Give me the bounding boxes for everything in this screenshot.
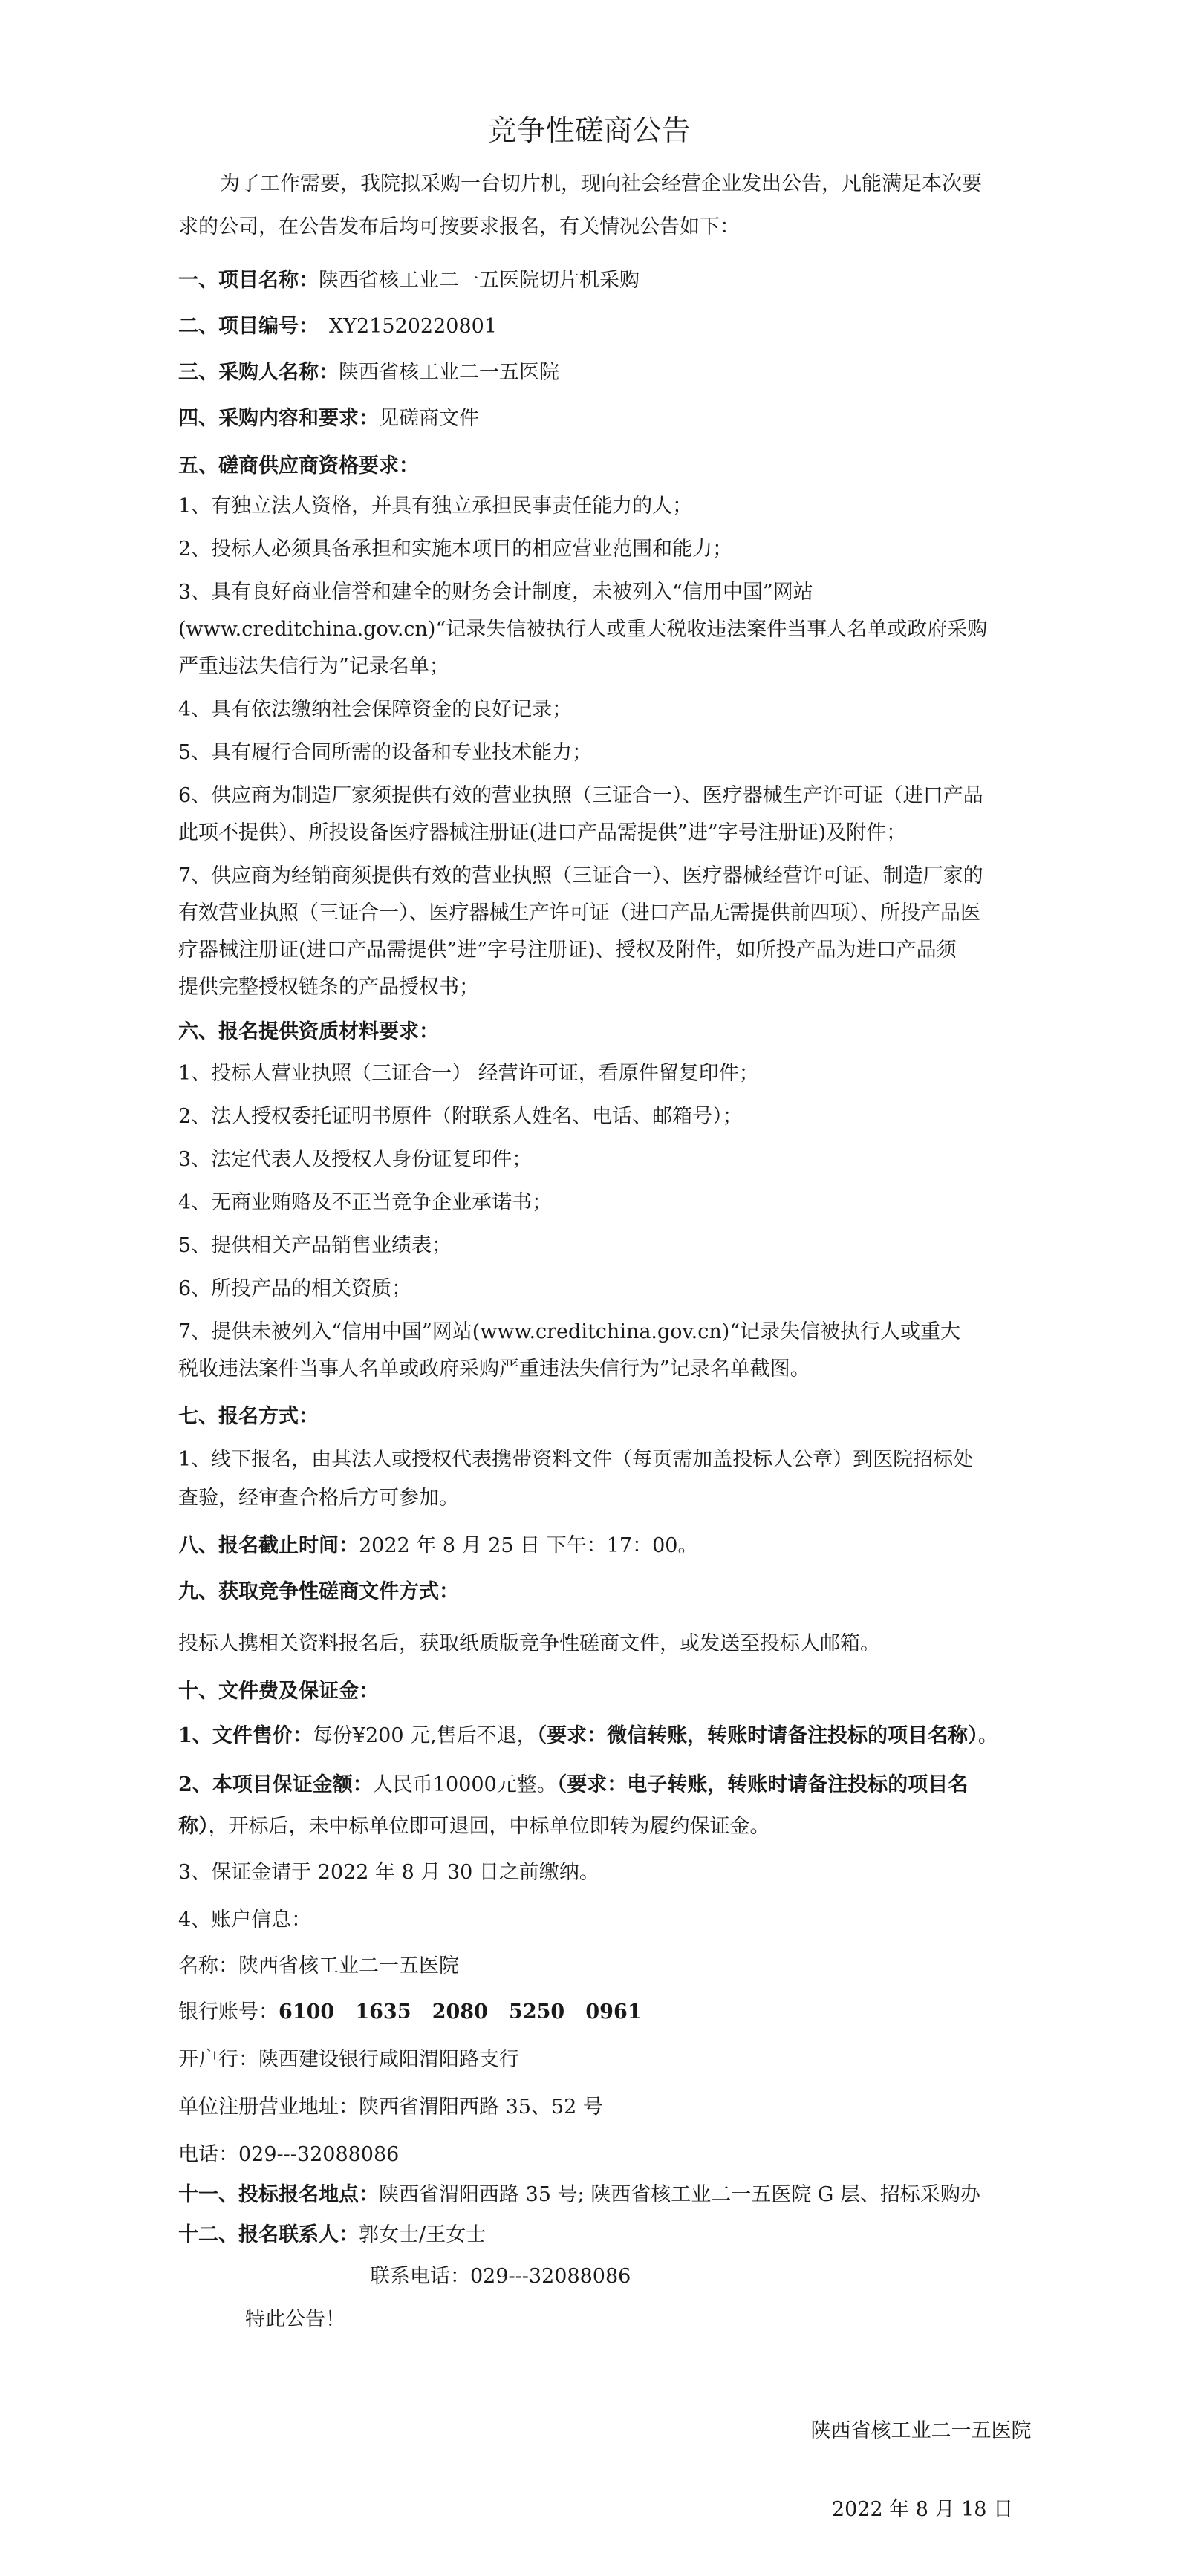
section-6-heading: 六、报名提供资质材料要求： (178, 1020, 439, 1043)
fee-requirement: （要求：微信转账，转账时请备注投标的项目名称） (536, 1724, 978, 1747)
item-value: 郭女士/王女士 (359, 2223, 487, 2246)
item-value: 2022 年 8 月 25 日 下午：17：00。 (359, 1534, 698, 1557)
closing-text: 特此公告！ (245, 2308, 345, 2331)
item-value: XY21520220801 (329, 315, 498, 338)
item-label: 三、采购人名称： (178, 361, 339, 384)
section-5-line: 严重违法失信行为”记录名单； (178, 655, 449, 678)
section-5-line: 1、有独立法人资格，并具有独立承担民事责任能力的人； (178, 495, 693, 518)
section-5-line: 疗器械注册证(进口产品需提供”进”字号注册证)、授权及附件，如所投产品为进口产品须 (178, 939, 957, 962)
section-7-line: 查验，经审查合格后方可参加。 (178, 1487, 459, 1510)
intro-line-2: 求的公司，在公告发布后均可按要求报名，有关情况公告如下： (178, 215, 740, 238)
item-label: 一、项目名称： (178, 269, 319, 292)
section-6-line: 6、所投产品的相关资质； (178, 1277, 412, 1300)
item-value: 陕西省渭阳西路 35 号; 陕西省核工业二一五医院 G 层、招标采购办 (379, 2183, 980, 2206)
deposit-requirement: （要求：电子转账，转账时请备注投标的项目名 (556, 1773, 969, 1796)
signature-org: 陕西省核工业二一五医院 (810, 2419, 1032, 2442)
account-name: 名称：陕西省核工业二一五医院 (178, 1954, 459, 1977)
account-number-label: 银行账号： (178, 2001, 279, 2024)
contact-phone: 联系电话：029---32088086 (370, 2265, 631, 2288)
section-6-line: 3、法定代表人及授权人身份证复印件； (178, 1148, 533, 1171)
item-label: 八、报名截止时间： (178, 1534, 359, 1557)
section-5-line: 2、投标人必须具备承担和实施本项目的相应营业范围和能力； (178, 538, 733, 561)
section-5-heading: 五、磋商供应商资格要求： (178, 454, 419, 477)
section-5-line: 6、供应商为制造厂家须提供有效的营业执照（三证合一）、医疗器械生产许可证（进口产品 (178, 784, 983, 807)
item-label: 二、项目编号： (178, 315, 319, 338)
section-7-heading: 七、报名方式： (178, 1405, 319, 1428)
fee-line (178, 1723, 1010, 1750)
section-5-line: 5、具有履行合同所需的设备和专业技术能力； (178, 741, 593, 764)
item-label: 十二、报名联系人： (178, 2223, 359, 2246)
phone-line: 电话：029---32088086 (178, 2143, 400, 2166)
section-6-line: 7、提供未被列入“信用中国”网站(www.creditchina.gov.cn)“记录失信被执行人或重大 (178, 1320, 961, 1343)
account-heading: 4、账户信息： (178, 1908, 312, 1931)
section-9-line: 投标人携相关资料报名后，获取纸质版竞争性磋商文件，或发送至投标人邮箱。 (178, 1632, 880, 1655)
deposit-deadline: 3、保证金请于 2022 年 8 月 30 日之前缴纳。 (178, 1861, 599, 1884)
section-6-line: 5、提供相关产品销售业绩表； (178, 1234, 452, 1257)
fee-end: 。 (977, 1724, 998, 1747)
section-5-line: 3、具有良好商业信誉和建全的财务会计制度，未被列入“信用中国”网站 (178, 581, 813, 604)
intro-line-1: 为了工作需要，我院拟采购一台切片机，现向社会经营企业发出公告，凡能满足本次要 (220, 172, 982, 195)
section-5-line: (www.creditchina.gov.cn)“记录失信被执行人或重大税收违法案件当事人名单或政府采购 (178, 618, 988, 641)
section-5-line: 有效营业执照（三证合一）、医疗器械生产许可证（进口产品无需提供前四项）、所投产品医 (178, 901, 980, 925)
item-value: 见磋商文件 (379, 407, 479, 430)
section-5-line: 7、供应商为经销商须提供有效的营业执照（三证合一）、医疗器械经营许可证、制造厂家的 (178, 864, 983, 887)
signature-date: 2022 年 8 月 18 日 (831, 2498, 1014, 2521)
section-6-line: 1、投标人营业执照（三证合一） 经营许可证，看原件留复印件； (178, 1062, 759, 1085)
section-9-heading: 九、获取竞争性磋商文件方式： (178, 1580, 459, 1603)
section-7-line: 1、线下报名，由其法人或授权代表携带资料文件（每页需加盖投标人公章）到医院招标处 (178, 1448, 974, 1471)
document-title: 竞争性磋商公告 (487, 114, 691, 148)
item-contact (178, 2222, 1010, 2249)
item-location (178, 2182, 1010, 2208)
item-value: 陕西省核工业二一五医院 (339, 361, 559, 384)
account-number-line (178, 1999, 1010, 2026)
item-label: 十一、投标报名地点： (178, 2183, 379, 2206)
fee-text: 每份¥200 元,售后不退， (312, 1724, 537, 1747)
registered-address: 单位注册营业地址：陕西省渭阳西路 35、52 号 (178, 2096, 603, 2119)
section-5-line: 提供完整授权链条的产品授权书； (178, 976, 479, 999)
section-6-line: 税收违法案件当事人名单或政府采购严重违法失信行为”记录名单截图。 (178, 1357, 810, 1380)
deposit-requirement-end: 称） (178, 1815, 209, 1838)
item-label: 四、采购内容和要求： (178, 407, 379, 430)
section-5-line: 此项不提供）、所投设备医疗器械注册证(进口产品需提供”进”字号注册证)及附件； (178, 821, 907, 844)
section-6-line: 2、法人授权委托证明书原件（附联系人姓名、电话、邮箱号）； (178, 1105, 743, 1128)
item-purchaser (178, 359, 1010, 386)
item-project-number (178, 313, 1010, 340)
item-value: 陕西省核工业二一五医院切片机采购 (319, 269, 640, 292)
item-project-name (178, 267, 1010, 294)
deposit-line-2 (178, 1813, 1010, 1840)
fee-label: 1、文件售价： (178, 1724, 313, 1747)
section-5-line: 4、具有依法缴纳社会保障资金的良好记录； (178, 698, 573, 721)
item-deadline (178, 1533, 1010, 1559)
deposit-text: 人民币10000元整。 (372, 1773, 557, 1796)
deposit-label: 2、本项目保证金额： (178, 1773, 373, 1796)
item-content (178, 405, 1010, 432)
deposit-line-1 (178, 1772, 1010, 1799)
section-10-heading: 十、文件费及保证金： (178, 1680, 379, 1703)
account-number: 6100 1635 2080 5250 0961 (279, 2001, 642, 2024)
bank-name: 开户行：陕西建设银行咸阳渭阳路支行 (178, 2048, 519, 2071)
deposit-text-2: ，开标后，未中标单位即可退回，中标单位即转为履约保证金。 (208, 1815, 770, 1838)
section-6-line: 4、无商业贿赂及不正当竞争企业承诺书； (178, 1191, 553, 1214)
